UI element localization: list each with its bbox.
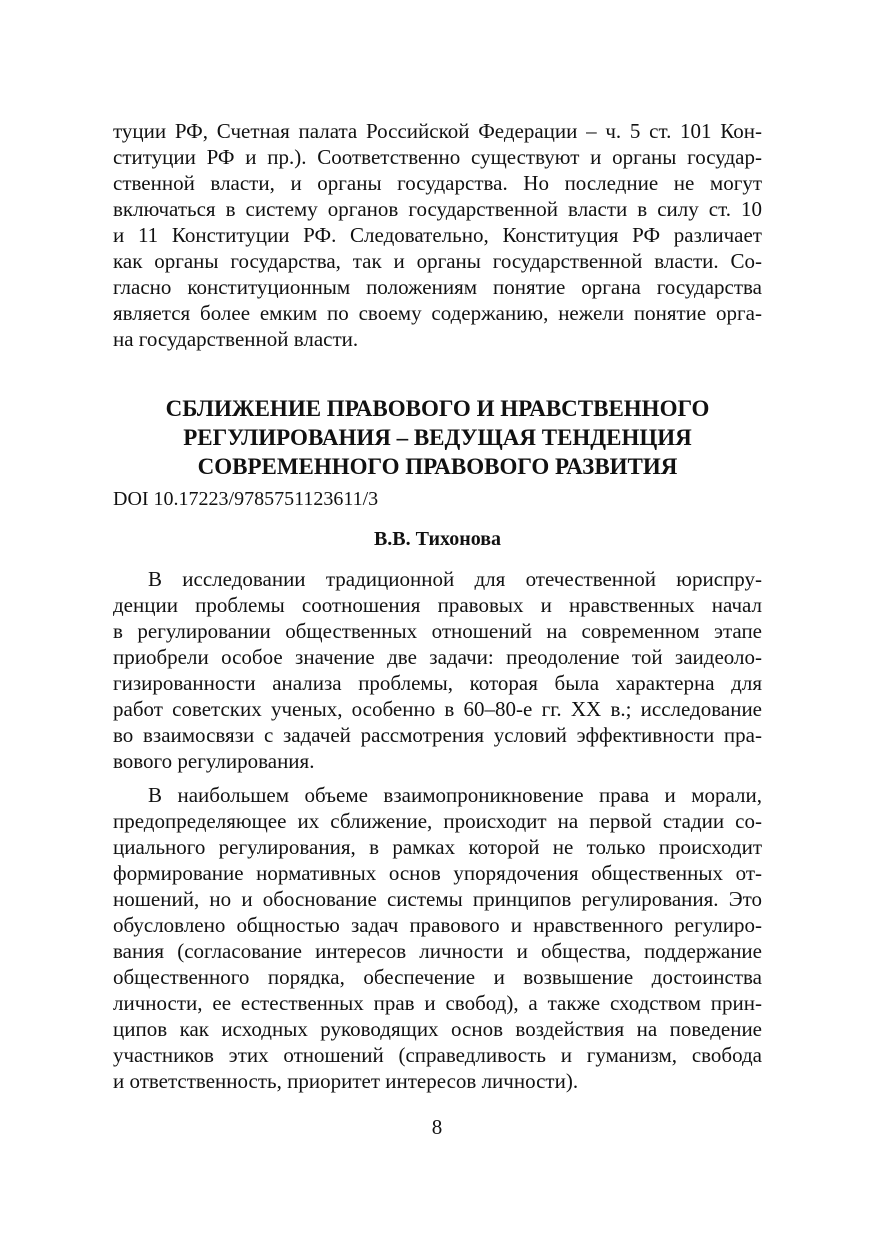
text-line: туции РФ, Счетная палата Российской Федерации – ч. 5 ст. 101 Кон- [113, 119, 762, 143]
title-line: СБЛИЖЕНИЕ ПРАВОВОГО И НРАВСТВЕННОГО [165, 396, 710, 421]
text-line: обусловлено общностью задач правового и нравственного регулиро- [113, 913, 762, 937]
text-line: вового регулирования. [113, 749, 315, 773]
text-line: приобрели особое значение две задачи: преодоление той заидеоло- [113, 645, 762, 669]
text-line: ношений, но и обоснование системы принципов регулирования. Это [113, 887, 762, 911]
text-line: циального регулирования, в рамках которой не только происходит [113, 835, 762, 859]
body-paragraph-1 [113, 566, 762, 774]
text-line: В наибольшем объеме взаимопроникновение права и морали, [148, 783, 762, 807]
text-line: ципов как исходных руководящих основ воздействия на поведение [113, 1017, 762, 1041]
text-line: ственной власти, и органы государства. Но последние не могут [113, 171, 762, 195]
text-line: В исследовании традиционной для отечественной юриспру- [148, 567, 762, 591]
title-line: СОВРЕМЕННОГО ПРАВОВОГО РАЗВИТИЯ [197, 454, 678, 479]
intro-paragraph [113, 118, 762, 352]
text-line: вания (согласование интересов личности и общества, поддержание [113, 939, 762, 963]
title-line: РЕГУЛИРОВАНИЯ – ВЕДУЩАЯ ТЕНДЕНЦИЯ [183, 425, 692, 450]
text-line: как органы государства, так и органы государственной власти. Со- [113, 249, 762, 273]
text-line: общественного порядка, обеспечение и возвышение достоинства [113, 965, 762, 989]
text-line: и ответственность, приоритет интересов личности). [113, 1069, 579, 1093]
text-line: на государственной власти. [113, 327, 359, 351]
page-number: 8 [431, 1115, 443, 1139]
text-line: является более емким по своему содержанию, нежели понятие орга- [113, 301, 762, 325]
text-line: денции проблемы соотношения правовых и нравственных начал [113, 593, 762, 617]
body-paragraph-2 [113, 782, 762, 1094]
text-line: работ советских ученых, особенно в 60–80-е гг. XX в.; исследование [113, 697, 762, 721]
text-line: включаться в систему органов государственной власти в силу ст. 10 [113, 197, 762, 221]
page-content [113, 118, 762, 1094]
text-line: формирование нормативных основ упорядочения общественных от- [113, 861, 762, 885]
author-name: В.В. Тихонова [373, 528, 502, 550]
text-line: гизированности анализа проблемы, которая была характерна для [113, 671, 762, 695]
text-line: во взаимосвязи с задачей рассмотрения условий эффективности пра- [113, 723, 762, 747]
text-line: гласно конституционным положениям понятие органа государства [113, 275, 762, 299]
text-line: личности, ее естественных прав и свобод), а также сходством прин- [113, 991, 762, 1015]
text-line: ституции РФ и пр.). Соответственно существуют и органы государ- [113, 145, 762, 169]
article-title [113, 394, 762, 481]
text-line: участников этих отношений (справедливость и гуманизм, свобода [113, 1043, 762, 1067]
text-line: и 11 Конституции РФ. Следовательно, Конституция РФ различает [113, 223, 762, 247]
text-line: предопределяющее их сближение, происходит на первой стадии со- [113, 809, 762, 833]
doi-text: DOI 10.17223/9785751123611/3 [113, 488, 379, 510]
text-line: в регулировании общественных отношений на современном этапе [113, 619, 762, 643]
